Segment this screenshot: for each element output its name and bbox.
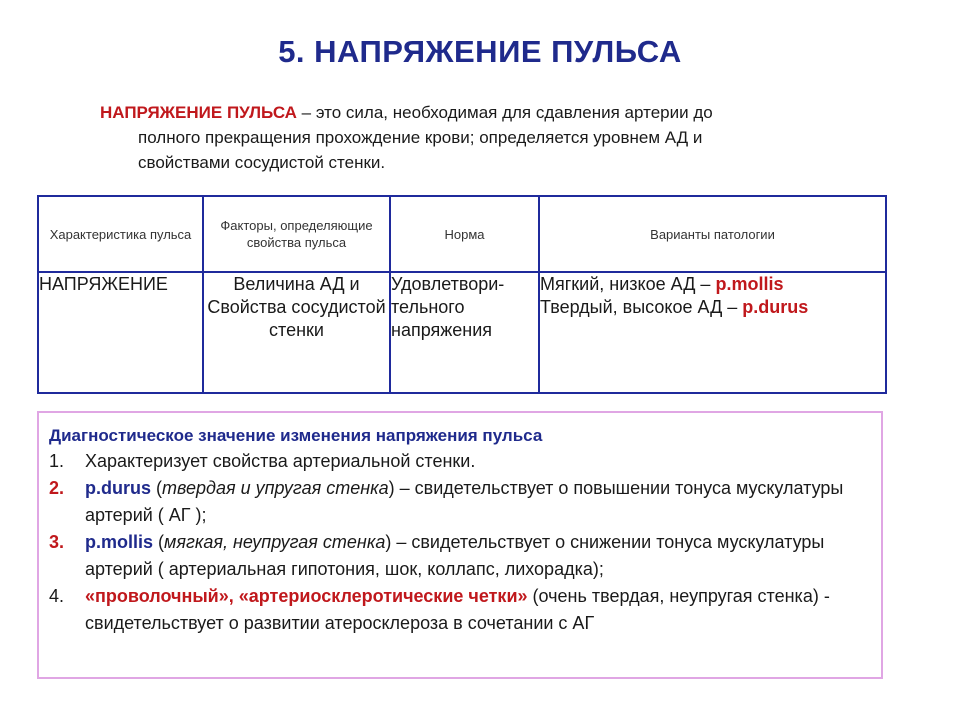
page-title: 5. НАПРЯЖЕНИЕ ПУЛЬСА xyxy=(278,34,682,69)
list-item-number: 4. xyxy=(49,586,65,606)
list-item-term: p.durus xyxy=(85,478,151,498)
variant-hard-text: Твердый, высокое АД – xyxy=(540,297,743,317)
header-pathology-variants: Варианты патологии xyxy=(539,196,886,272)
list-item-italic: твердая и упругая стенка xyxy=(162,478,389,498)
header-factors: Факторы, определяющие свойства пульса xyxy=(203,196,390,272)
variant-soft xyxy=(540,273,885,296)
definition-line-2: полного прекращения прохождение крови; определяется уровнем АД и xyxy=(138,128,703,147)
variant-hard xyxy=(540,296,885,319)
list-item-paren: ( xyxy=(153,532,165,552)
definition-line-1 xyxy=(100,100,820,125)
list-item xyxy=(49,475,881,529)
table-header-row xyxy=(38,196,886,272)
list-item xyxy=(49,448,881,475)
diagnostic-list xyxy=(49,448,881,637)
list-item-text: (очень твердая, неупругая стенка) - свидетельствует о развитии атеросклероза в сочетании с АГ xyxy=(85,586,830,633)
variant-soft-term: p.mollis xyxy=(715,274,784,294)
variant-soft-text: Мягкий, низкое АД – xyxy=(540,274,716,294)
variant-hard-term: p.durus xyxy=(742,297,809,317)
list-item-paren: ( xyxy=(151,478,162,498)
list-item xyxy=(49,583,881,637)
list-item-number: 3. xyxy=(49,532,65,552)
list-item-italic: мягкая, неупругая стенка xyxy=(164,532,386,552)
header-characteristic: Характеристика пульса xyxy=(38,196,203,272)
list-item-text: Характеризует свойства артериальной стенки. xyxy=(85,451,476,471)
list-item-quote-2: «артериосклеротические четки» xyxy=(238,586,528,606)
table-row xyxy=(38,272,886,393)
diagnostic-title: Диагностическое значение изменения напряжения пульса xyxy=(49,426,543,445)
cell-factors: Величина АД и Свойства сосудистой стенки xyxy=(203,272,390,393)
definition-line-1-text: – это сила, необходимая для сдавления артерии до xyxy=(296,103,713,122)
list-item-number: 1. xyxy=(49,451,65,471)
list-item-text: ) – свидетельствует о повышении тонуса мускулатуры артерий ( АГ ); xyxy=(85,478,844,525)
list-item xyxy=(49,529,881,583)
list-item-separator: , xyxy=(228,586,239,606)
list-item-text: ) – свидетельствует о снижении тонуса мускулатуры артерий ( артериальная гипотония, шок, коллапс, лихорадка); xyxy=(85,532,825,579)
definition-line-3: свойствами сосудистой стенки. xyxy=(138,153,386,172)
pulse-tension-table xyxy=(37,195,887,394)
list-item-quote-1: «проволочный» xyxy=(85,586,229,606)
cell-parameter: НАПРЯЖЕНИЕ xyxy=(38,272,203,393)
list-item-term: p.mollis xyxy=(85,532,154,552)
definition-term: НАПРЯЖЕНИЕ ПУЛЬСА xyxy=(100,103,297,122)
cell-norm: Удовлетвори-тельного напряжения xyxy=(390,272,539,393)
header-norm: Норма xyxy=(390,196,539,272)
definition-paragraph xyxy=(100,100,820,175)
list-item-number: 2. xyxy=(49,478,65,498)
cell-variants xyxy=(539,272,886,393)
diagnostic-box xyxy=(37,411,883,679)
